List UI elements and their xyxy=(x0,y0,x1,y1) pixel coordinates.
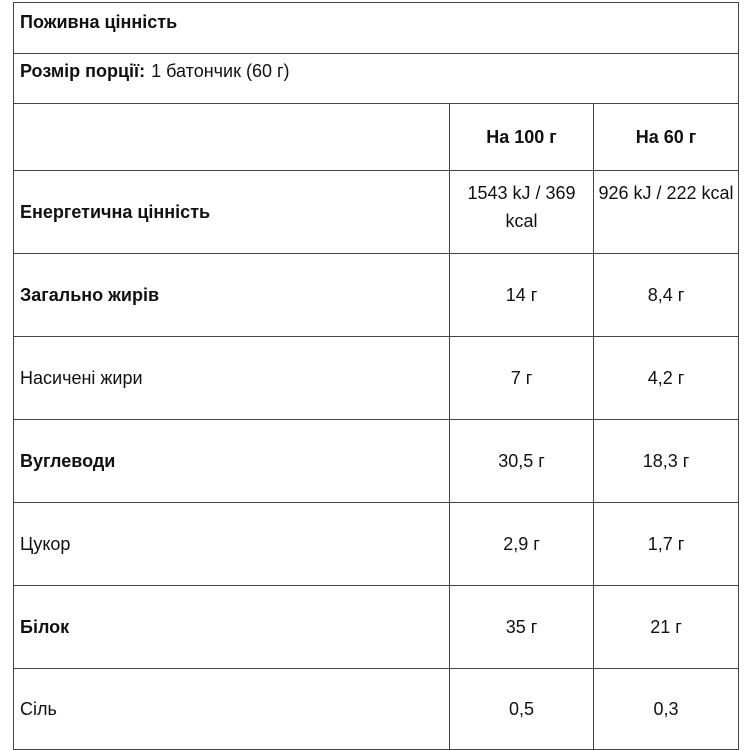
table-row xyxy=(14,420,738,503)
header-per-60g: На 60 г xyxy=(635,126,697,147)
nutrient-name: Насичені жири xyxy=(14,337,450,419)
value-per-60g: 1,7 г xyxy=(647,533,685,554)
nutrient-name: Білок xyxy=(14,586,450,668)
value-per-100g: 0,5 xyxy=(450,669,594,749)
value-per-100g: 1543 kJ / 369 kcal xyxy=(450,171,594,253)
table-row xyxy=(14,254,738,337)
value-per-60g: 4,2 г xyxy=(647,367,685,388)
table-row xyxy=(14,171,738,254)
nutrient-name: Загально жирів xyxy=(14,254,450,336)
serving-value: 1 батончик (60 г) xyxy=(151,61,290,81)
table-row xyxy=(14,503,738,586)
nutrient-name: Енергетична цінність xyxy=(14,171,450,253)
table-row xyxy=(14,337,738,420)
table-title: Поживна цінність xyxy=(14,3,738,54)
value-per-60g: 21 г xyxy=(650,616,682,637)
value-per-60g: 18,3 г xyxy=(642,450,690,471)
nutrient-name: Сіль xyxy=(14,669,450,749)
value-per-100g: 35 г xyxy=(450,586,594,668)
value-per-100g: 14 г xyxy=(450,254,594,336)
header-nutrient xyxy=(14,104,450,170)
nutrition-table xyxy=(13,2,739,750)
serving-label: Розмір порції: xyxy=(20,61,146,81)
nutrient-name: Вуглеводи xyxy=(14,420,450,502)
nutrient-name: Цукор xyxy=(14,503,450,585)
value-per-60g: 0,3 xyxy=(653,698,679,719)
value-per-60g: 8,4 г xyxy=(647,284,685,305)
header-per-100g: На 100 г xyxy=(450,104,594,170)
value-per-100g: 7 г xyxy=(450,337,594,419)
header-row xyxy=(14,104,738,171)
table-row xyxy=(14,586,738,669)
serving-size xyxy=(14,54,738,104)
value-per-100g: 30,5 г xyxy=(450,420,594,502)
value-per-60g: 926 kJ / 222 kcal xyxy=(598,183,734,203)
value-per-100g: 2,9 г xyxy=(450,503,594,585)
table-row xyxy=(14,669,738,749)
